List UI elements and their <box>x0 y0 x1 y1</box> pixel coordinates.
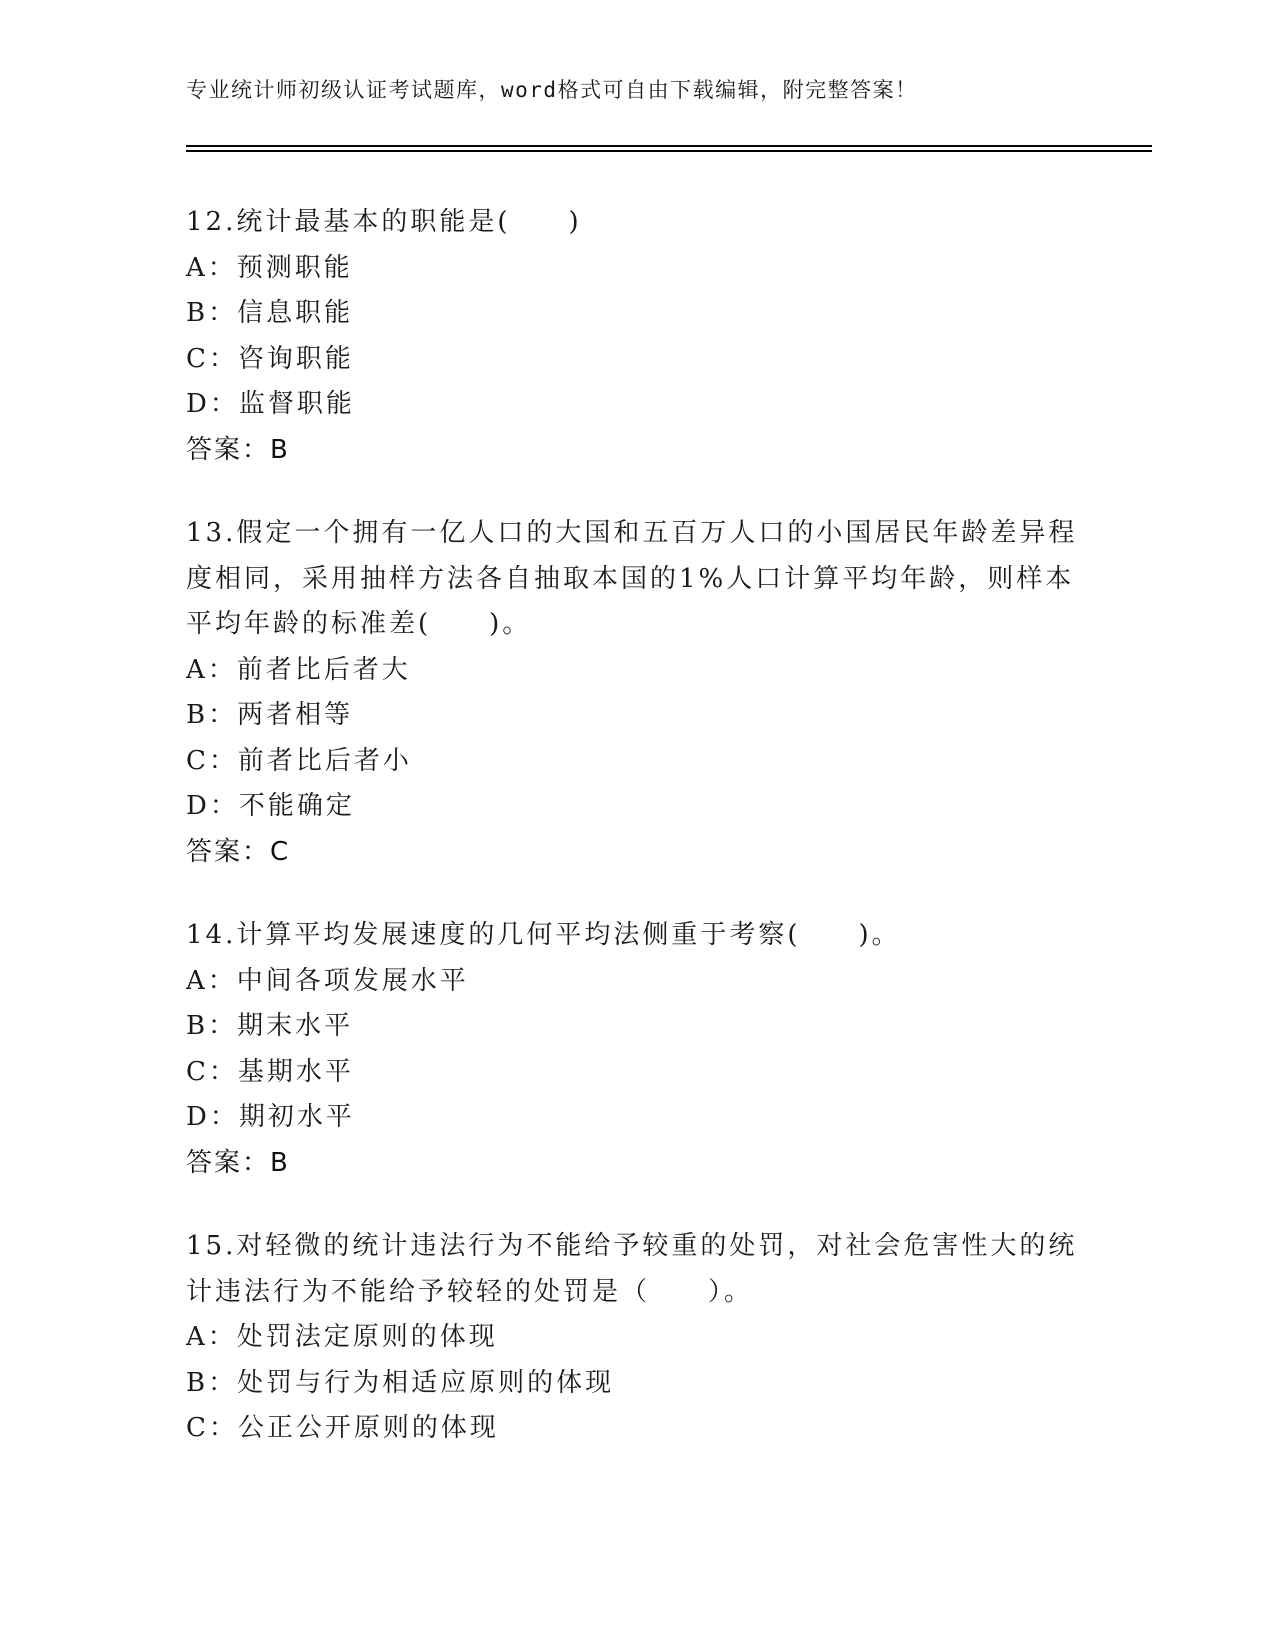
option-d: D：期初水平 <box>186 1102 355 1132</box>
question-12 <box>186 200 1086 473</box>
header-rule-bottom <box>186 150 1152 152</box>
question-text: 15.对轻微的统计违法行为不能给予较重的处罚，对社会危害性大的统 <box>186 1231 1078 1261</box>
answer: 答案：B <box>186 434 290 465</box>
option-b: B：期末水平 <box>186 1011 354 1041</box>
header-rule-top <box>186 145 1152 147</box>
option-b: B：信息职能 <box>186 298 354 328</box>
option-c: C：咨询职能 <box>186 343 354 374</box>
option-a: A：中间各项发展水平 <box>186 965 469 996</box>
question-text: 12.统计最基本的职能是( ) <box>186 207 582 237</box>
option-a: A：处罚法定原则的体现 <box>186 1322 498 1352</box>
question-text: 平均年龄的标准差( )。 <box>186 609 532 639</box>
question-text: 13.假定一个拥有一亿人口的大国和五百万人口的小国居民年龄差异程 <box>186 518 1078 548</box>
question-text: 计违法行为不能给予较轻的处罚是（ ）。 <box>186 1276 754 1307</box>
answer: 答案：C <box>186 836 291 867</box>
option-c: C：公正公开原则的体现 <box>186 1413 499 1443</box>
question-15 <box>186 1224 1086 1452</box>
option-c: C：前者比后者小 <box>186 745 412 776</box>
option-b: B：两者相等 <box>186 700 354 730</box>
option-d: D：监督职能 <box>186 389 355 419</box>
option-b: B：处罚与行为相适应原则的体现 <box>186 1367 615 1398</box>
option-c: C：基期水平 <box>186 1056 354 1087</box>
option-a: A：前者比后者大 <box>186 654 411 685</box>
question-text: 14.计算平均发展速度的几何平均法侧重于考察( )。 <box>186 920 901 950</box>
question-text: 度相同，采用抽样方法各自抽取本国的1%人口计算平均年龄，则样本 <box>186 563 1075 594</box>
question-14 <box>186 913 1086 1186</box>
option-d: D：不能确定 <box>186 791 355 821</box>
question-list <box>186 200 1086 1490</box>
question-13 <box>186 511 1086 875</box>
page-header: 专业统计师初级认证考试题库，word格式可自由下载编辑，附完整答案！ <box>186 78 918 102</box>
answer: 答案：B <box>186 1147 290 1178</box>
option-a: A：预测职能 <box>186 252 353 283</box>
